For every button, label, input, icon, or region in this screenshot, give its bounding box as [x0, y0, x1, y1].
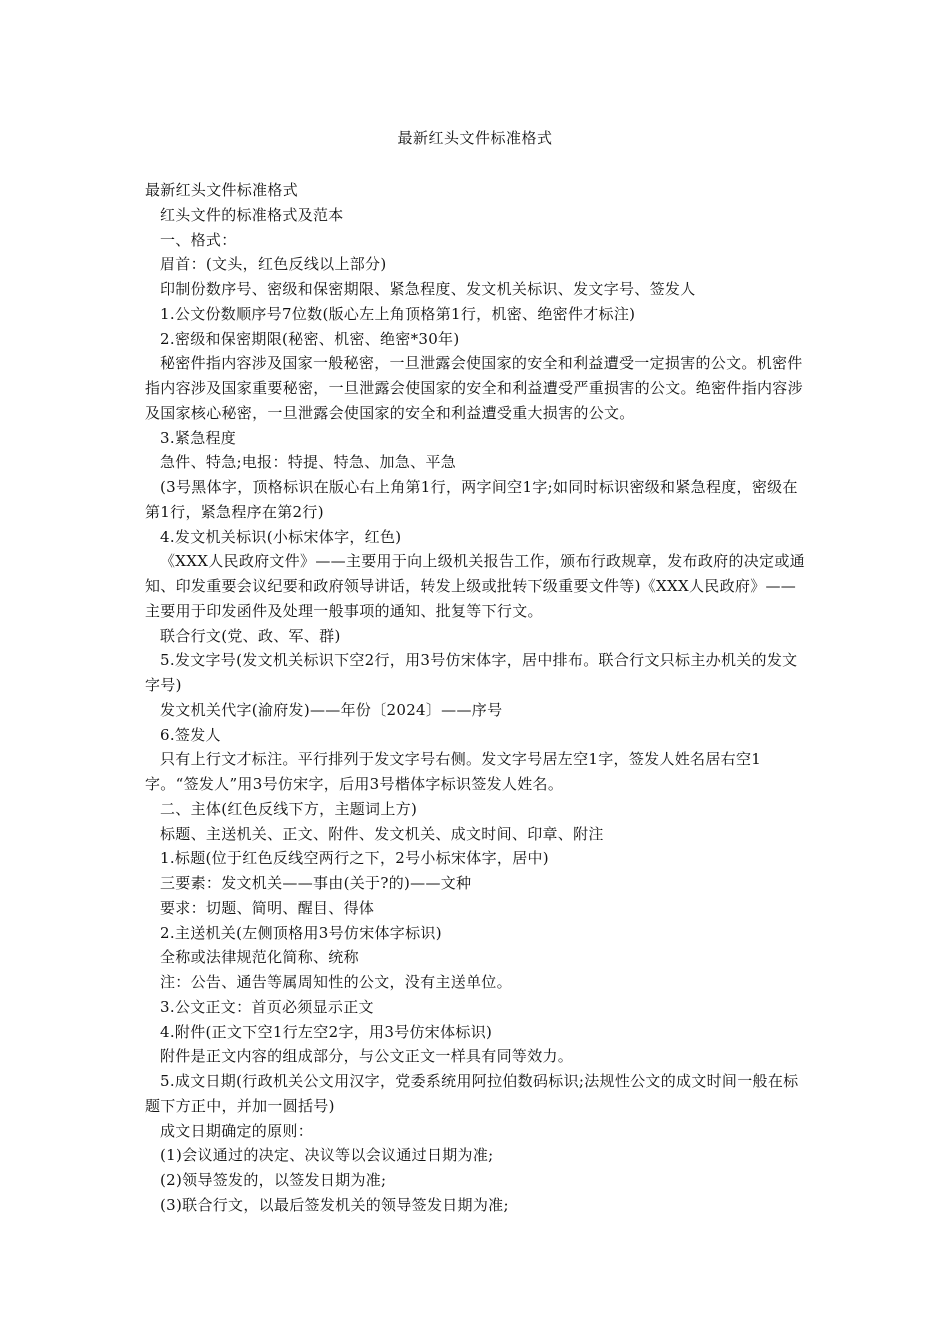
paragraph: 5.发文字号(发文机关标识下空2行，用3号仿宋体字，居中排布。联合行文只标主办机关的发文字号) [145, 651, 798, 694]
paragraph: 1.公文份数顺序号7位数(版心左上角顶格第1行，机密、绝密件才标注) [160, 304, 636, 323]
paragraph: 3.公文正文：首页必须显示正文 [160, 997, 374, 1016]
paragraph: 发文机关代字(渝府发)——年份〔2024〕——序号 [160, 700, 503, 719]
document-title: 最新红头文件标准格式 [397, 129, 553, 147]
paragraph: 眉首：(文头，红色反线以上部分) [160, 255, 387, 274]
paragraph: 三要素：发文机关——事由(关于?的)——文种 [160, 874, 472, 892]
paragraph: 6.签发人 [160, 725, 221, 744]
paragraph: (2)领导签发的，以签发日期为准; [160, 1171, 387, 1189]
paragraph: (3号黑体字，顶格标识在版心右上角第1行，两字间空1字;如同时标识密级和紧急程度，密级在第1行，紧急程序在第2行) [145, 478, 798, 521]
paragraph-heading: 最新红头文件标准格式 [145, 181, 299, 199]
paragraph: 4.附件(正文下空1行左空2字，用3号仿宋体标识) [160, 1022, 493, 1041]
paragraph: (1)会议通过的决定、决议等以会议通过日期为准; [160, 1146, 494, 1165]
paragraph: 二、主体(红色反线下方，主题词上方) [160, 799, 418, 818]
paragraph: 1.标题(位于红色反线空两行之下，2号小标宋体字，居中) [160, 849, 549, 868]
paragraph: 成文日期确定的原则： [160, 1121, 314, 1140]
paragraph: 4.发文机关标识(小标宋体字，红色) [160, 527, 402, 546]
paragraph: 2.主送机关(左侧顶格用3号仿宋体字标识) [160, 923, 442, 942]
paragraph: 急件、特急;电报：特提、特急、加急、平急 [160, 453, 457, 472]
paragraph: 联合行文(党、政、军、群) [160, 626, 341, 645]
paragraph: 要求：切题、简明、醒目、得体 [160, 898, 375, 917]
paragraph: 附件是正文内容的组成部分，与公文正文一样具有同等效力。 [160, 1047, 574, 1066]
paragraph: 5.成文日期(行政机关公文用汉字，党委系统用阿拉伯数码标识;法规性公文的成文时间一般在标题下方正中，并加一圆括号) [145, 1072, 799, 1115]
paragraph: 全称或法律规范化简称、统称 [160, 948, 359, 967]
paragraph: 3.紧急程度 [160, 428, 237, 447]
paragraph: 标题、主送机关、正文、附件、发文机关、成文时间、印章、附注 [160, 824, 604, 843]
paragraph: 印制份数序号、密级和保密期限、紧急程度、发文机关标识、发文字号、签发人 [160, 280, 696, 298]
paragraph: 只有上行文才标注。平行排列于发文字号右侧。发文字号居左空1字，签发人姓名居右空1字。“签发人”用3号仿宋字，后用3号楷体字标识签发人姓名。 [145, 750, 762, 793]
paragraph: 红头文件的标准格式及范本 [160, 205, 344, 224]
document-body [145, 178, 810, 1218]
paragraph: (3)联合行文，以最后签发机关的领导签发日期为准; [160, 1195, 509, 1214]
paragraph: 注：公告、通告等属周知性的公文，没有主送单位。 [160, 973, 512, 991]
paragraph: 2.密级和保密期限(秘密、机密、绝密*30年) [160, 329, 460, 348]
paragraph: 秘密件指内容涉及国家一般秘密，一旦泄露会使国家的安全和利益遭受一定损害的公文。机密件指内容涉及国家重要秘密，一旦泄露会使国家的安全和利益遭受严重损害的公文。绝密件指内容涉及国家核心秘密，一旦泄露会使国家的安全和利益遭受重大损害的公文。 [145, 354, 803, 422]
paragraph: 《XXX人民政府文件》——主要用于向上级机关报告工作，颁布行政规章，发布政府的决定或通知、印发重要会议纪要和政府领导讲话，转发上级或批转下级重要文件等)《XXX人民政府》——主要用于印发函件及处理一般事项的通知、批复等下行文。 [145, 552, 805, 620]
paragraph: 一、格式： [160, 230, 237, 249]
